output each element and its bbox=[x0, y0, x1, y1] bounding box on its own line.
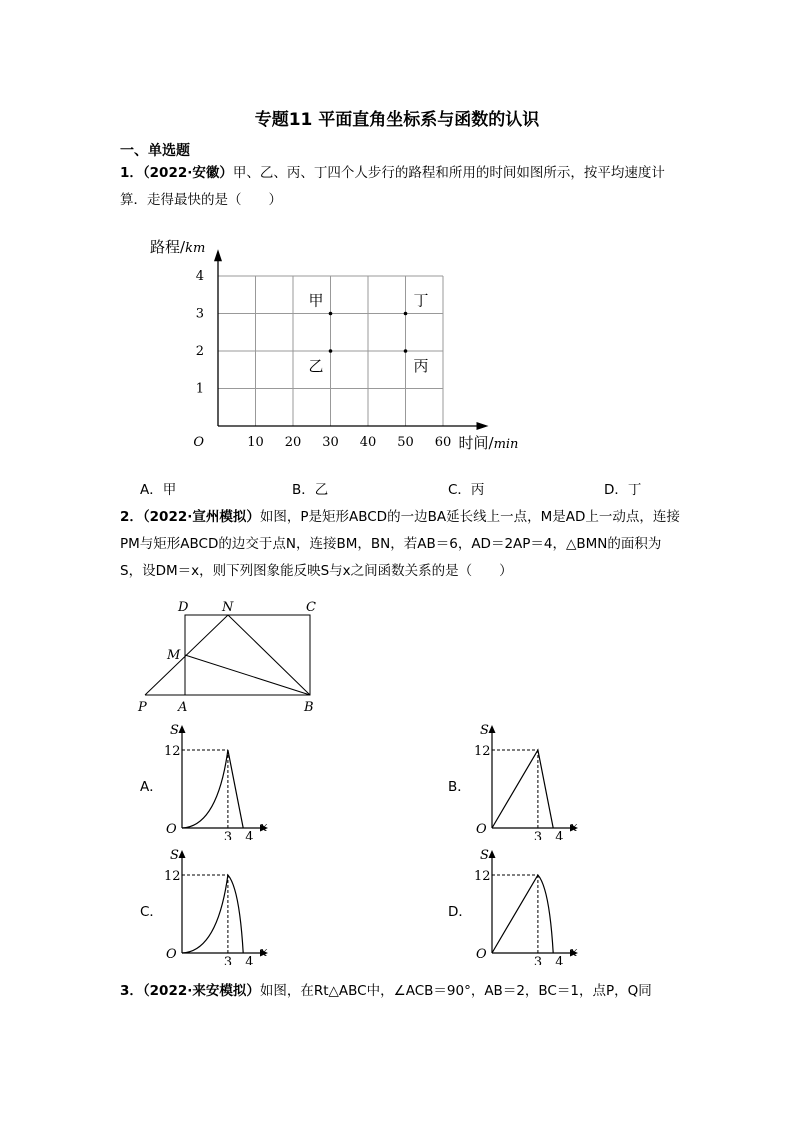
y-axis-arrow bbox=[489, 725, 496, 733]
tick-3: 3 bbox=[533, 830, 543, 840]
q1-option-d[interactable]: D．丁 bbox=[604, 482, 642, 498]
segment-mb bbox=[185, 655, 310, 695]
y-tick-label: 1 bbox=[195, 381, 204, 397]
origin-label: O bbox=[193, 435, 204, 450]
q2-option-a-label[interactable]: A． bbox=[140, 779, 163, 795]
question-source: （2022·来安模拟） bbox=[142, 983, 260, 999]
tick-4: 4 bbox=[245, 955, 254, 965]
label-m: M bbox=[167, 648, 181, 663]
point-label-丁: 丁 bbox=[413, 291, 429, 310]
label-c: C bbox=[306, 600, 316, 615]
y-axis-arrow bbox=[489, 850, 496, 858]
q1-distance-time-chart bbox=[140, 228, 540, 458]
y-axis-title: 路程/km bbox=[150, 238, 206, 256]
x-axis-label: x bbox=[570, 820, 578, 835]
y-axis-arrow bbox=[179, 850, 186, 858]
tick-12: 12 bbox=[474, 744, 491, 759]
function-curve bbox=[492, 750, 553, 828]
tick-4: 4 bbox=[555, 955, 564, 965]
s-axis-label: S bbox=[480, 723, 489, 738]
tick-12: 12 bbox=[164, 744, 181, 759]
chart-tick-labels bbox=[150, 238, 518, 452]
q2-graph-c bbox=[160, 845, 280, 965]
x-tick-label: 30 bbox=[322, 435, 339, 450]
question-3-text bbox=[120, 978, 680, 1005]
label-a: A bbox=[178, 700, 188, 715]
origin-label: O bbox=[166, 822, 177, 837]
label-p: P bbox=[138, 700, 147, 715]
y-tick-label: 3 bbox=[195, 306, 204, 322]
x-axis-label: x bbox=[570, 945, 578, 960]
s-axis-label: S bbox=[480, 848, 489, 863]
origin-label: O bbox=[476, 822, 487, 837]
s-axis-label: S bbox=[170, 848, 179, 863]
y-tick-label: 4 bbox=[195, 269, 204, 284]
x-axis-label: x bbox=[260, 820, 268, 835]
tick-12: 12 bbox=[164, 869, 181, 884]
y-axis-unit: km bbox=[185, 241, 206, 256]
x-tick-label: 20 bbox=[284, 435, 302, 450]
q2-graph-a bbox=[160, 720, 280, 840]
question-body: 甲、乙、丙、丁四个人步行的路程和所用的时间如图所示，按平均速度计算．走得最快的是（ ） bbox=[120, 165, 665, 208]
x-tick-label: 10 bbox=[247, 435, 264, 450]
point-label-乙: 乙 bbox=[308, 357, 324, 375]
s-axis-label: S bbox=[170, 723, 179, 738]
question-1-text bbox=[120, 160, 680, 214]
function-curve bbox=[182, 875, 243, 953]
question-number: 2． bbox=[120, 509, 143, 525]
chart-points bbox=[309, 292, 429, 376]
tick-4: 4 bbox=[555, 830, 564, 840]
tick-4: 4 bbox=[245, 830, 254, 840]
q2-rectangle-figure bbox=[130, 595, 330, 720]
q2-graph-d bbox=[470, 845, 590, 965]
q2-option-d-label[interactable]: D． bbox=[448, 904, 472, 920]
question-2-text bbox=[120, 504, 680, 585]
tick-3: 3 bbox=[533, 955, 543, 965]
label-n: N bbox=[222, 600, 234, 615]
section-heading: 一、单选题 bbox=[120, 143, 190, 159]
function-curve bbox=[492, 875, 553, 953]
origin-label: O bbox=[476, 947, 487, 962]
point-label-甲: 甲 bbox=[308, 291, 324, 310]
q2-option-c-label[interactable]: C． bbox=[140, 904, 163, 920]
tick-3: 3 bbox=[223, 830, 233, 840]
question-source: （2022·宣州模拟） bbox=[142, 509, 260, 525]
question-body: 如图，在Rt△ABC中，∠ACB＝90°，AB＝2，BC＝1，点P，Q同 bbox=[259, 983, 652, 999]
x-tick-label: 60 bbox=[434, 435, 452, 450]
point-丙 bbox=[404, 349, 408, 353]
x-axis-arrow bbox=[477, 422, 489, 430]
q2-graph-b bbox=[470, 720, 590, 840]
tick-3: 3 bbox=[223, 955, 233, 965]
question-number: 3． bbox=[120, 983, 143, 999]
question-body: 如图，P是矩形ABCD的一边BA延长线上一点，M是AD上一动点，连接PM与矩形ABCD的边交于点N，连接BM，BN，若AB＝6，AD＝2AP＝4，△BMN的面积为S，设DM＝x，则下列图象能反映S与x之间函数关系的是（ ） bbox=[120, 509, 680, 579]
segment-nb bbox=[228, 615, 310, 695]
x-axis-title: 时间/min bbox=[458, 434, 519, 452]
q1-option-b[interactable]: B．乙 bbox=[292, 482, 329, 498]
q1-option-c[interactable]: C．丙 bbox=[448, 482, 485, 498]
x-tick-label: 50 bbox=[397, 435, 414, 450]
x-axis-unit: min bbox=[493, 437, 519, 452]
point-丁 bbox=[404, 312, 408, 316]
x-axis-label: x bbox=[260, 945, 268, 960]
page-title: 专题11 平面直角坐标系与函数的认识 bbox=[254, 110, 540, 130]
point-乙 bbox=[329, 349, 333, 353]
point-甲 bbox=[329, 312, 333, 316]
rectangle-abcd bbox=[185, 615, 310, 695]
origin-label: O bbox=[166, 947, 177, 962]
point-label-丙: 丙 bbox=[413, 357, 429, 375]
y-axis-arrow bbox=[214, 249, 222, 261]
question-number: 1． bbox=[120, 165, 143, 181]
q1-option-a[interactable]: A．甲 bbox=[140, 482, 177, 498]
y-axis-arrow bbox=[179, 725, 186, 733]
y-tick-label: 2 bbox=[195, 344, 204, 359]
function-curve bbox=[182, 750, 243, 828]
tick-12: 12 bbox=[474, 869, 491, 884]
question-source: （2022·安徽） bbox=[142, 165, 233, 181]
label-d: D bbox=[178, 600, 189, 615]
q2-option-b-label[interactable]: B． bbox=[448, 779, 471, 795]
x-tick-label: 40 bbox=[359, 435, 377, 450]
label-b: B bbox=[304, 700, 314, 715]
